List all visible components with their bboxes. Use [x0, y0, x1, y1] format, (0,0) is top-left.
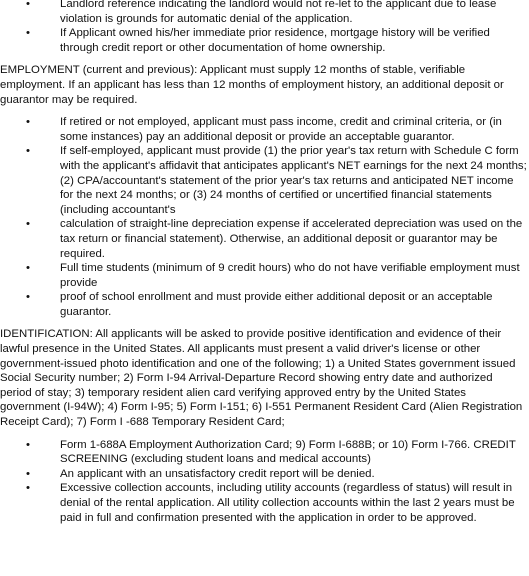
bullet-icon: • — [26, 291, 30, 304]
bullet-icon: • — [26, 262, 30, 275]
employment-paragraph: EMPLOYMENT (current and previous): Applicant must supply 12 months of stable, verifiable employment. If an applicant has less than 12 months of employment history, an additional deposit or guarantor may be required. — [0, 64, 504, 106]
bullet-icon: • — [26, 116, 30, 129]
list-item — [0, 261, 529, 290]
identification-paragraph: IDENTIFICATION: All applicants will be asked to provide positive identification and evidence of their lawful presence in the United States. All applicants must present a valid driver's license or other government-issued photo identification and one of the following; 1) a United States government issued Social Security number; 2) Form I-94 Arrival-Departure Record showing entry date and authorized period of stay; 3) temporary resident alien card verifying approved entry by the United States government (I-94W); 4) Form I-95; 5) Form I-151; 6) I-551 Permanent Resident Card (Alien Registration Receipt Card); 7) Form I -688 Temporary Resident Card; — [0, 328, 523, 429]
bullet-text: Full time students (minimum of 9 credit hours) who do not have verifiable employment must provide — [60, 262, 520, 289]
bullet-icon: • — [26, 467, 30, 480]
bullet-icon: • — [26, 27, 30, 40]
bullet-text: If self-employed, applicant must provide (1) the prior year's tax return with Schedule C form with the applicant's affidavit that anticipates applicant's NET earnings for the next 24 months; (2) CPA/accountant's statement of the prior year's tax returns and anticipated NET income for the next 24 months; or (3) 24 months of certified or uncertified financial statements (including accountant's — [60, 145, 527, 216]
list-item — [0, 115, 529, 144]
list-item — [0, 467, 529, 482]
list-item — [0, 0, 529, 26]
bullet-icon: • — [26, 145, 30, 158]
list-item — [0, 144, 529, 217]
list-item — [0, 217, 529, 261]
bullet-text: Excessive collection accounts, including utility accounts (regardless of status) will result in denial of the rental application. All utility collection accounts within the last 2 years must be paid in full and confirmation presented with the application in order to be approved. — [60, 482, 515, 524]
bullet-icon: • — [26, 218, 30, 231]
list-item — [0, 290, 529, 319]
bullet-icon: • — [26, 438, 30, 451]
bullet-text: proof of school enrollment and must provide either additional deposit or an acceptable guarantor. — [60, 291, 493, 318]
list-item — [0, 438, 529, 467]
bullet-text: If retired or not employed, applicant must pass income, credit and criminal criteria, or (in some instances) pay an additional deposit or provide an acceptable guarantor. — [60, 116, 502, 143]
list-item — [0, 26, 529, 55]
bullet-text: Form 1-688A Employment Authorization Card; 9) Form I-688B; or 10) Form I-766. CREDIT SCREENING (excluding student loans and medical accounts) — [60, 438, 516, 466]
bullet-icon: • — [26, 0, 30, 10]
bullet-text: Landlord reference indicating the landlord would not re-let to the applicant due to lease violation is grounds for automatic denial of the application. — [60, 0, 497, 25]
bullet-text: If Applicant owned his/her immediate prior residence, mortgage history will be verified through credit report or other documentation of home ownership. — [60, 27, 490, 54]
bullet-text: calculation of straight-line depreciation expense if accelerated depreciation was used on the tax return or financial statement). Otherwise, an additional deposit or guarantor may be required. — [60, 218, 523, 260]
bullet-icon: • — [26, 482, 30, 495]
list-item — [0, 481, 529, 525]
bullet-text: An applicant with an unsatisfactory credit report will be denied. — [60, 467, 375, 480]
